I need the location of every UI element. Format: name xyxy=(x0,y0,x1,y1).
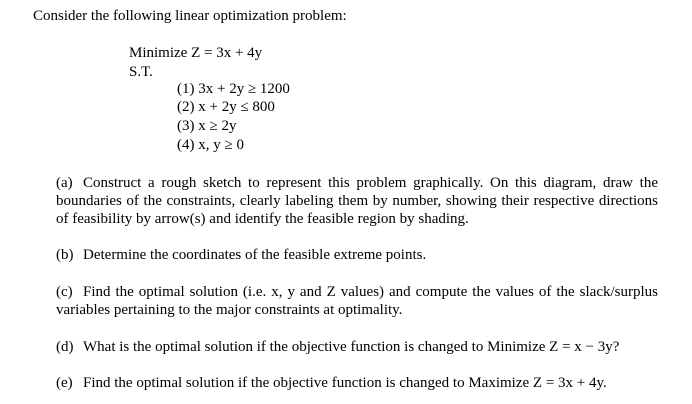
question-b-text: Determine the coordinates of the feasible extreme points. xyxy=(83,247,427,263)
question-a xyxy=(56,174,658,228)
question-c-text: Find the optimal solution (i.e. x, y and Z values) and compute the values of the slack/surplus variables pertaining to the major constraints at optimality. xyxy=(56,284,658,318)
constraint-4: (4) x, y ≥ 0 xyxy=(177,137,244,153)
constraint-3: (3) x ≥ 2y xyxy=(177,118,237,134)
question-d xyxy=(56,338,658,356)
constraint-2: (2) x + 2y ≤ 800 xyxy=(177,99,275,115)
question-e-text: Find the optimal solution if the objective function is changed to Maximize Z = 3x + 4y. xyxy=(83,375,607,391)
question-a-text: Construct a rough sketch to represent this problem graphically. On this diagram, draw the boundaries of the constraints, clearly labeling them by number, showing their respective directions of feasibility by arrow(s) and identify the feasible region by shading. xyxy=(56,175,658,227)
question-c-label: (c) xyxy=(56,284,73,300)
question-d-text: What is the optimal solution if the objective function is changed to Minimize Z = x − 3y? xyxy=(83,339,620,355)
question-a-label: (a) xyxy=(56,175,73,191)
objective-function: Minimize Z = 3x + 4y xyxy=(129,45,263,61)
question-c xyxy=(56,283,658,319)
subject-to-label: S.T. xyxy=(129,64,153,80)
intro-text: Consider the following linear optimization problem: xyxy=(33,8,347,24)
question-d-label: (d) xyxy=(56,339,74,355)
question-b xyxy=(56,246,658,264)
question-e xyxy=(56,374,658,392)
question-e-label: (e) xyxy=(56,375,73,391)
constraint-1: (1) 3x + 2y ≥ 1200 xyxy=(177,81,290,97)
question-b-label: (b) xyxy=(56,247,74,263)
